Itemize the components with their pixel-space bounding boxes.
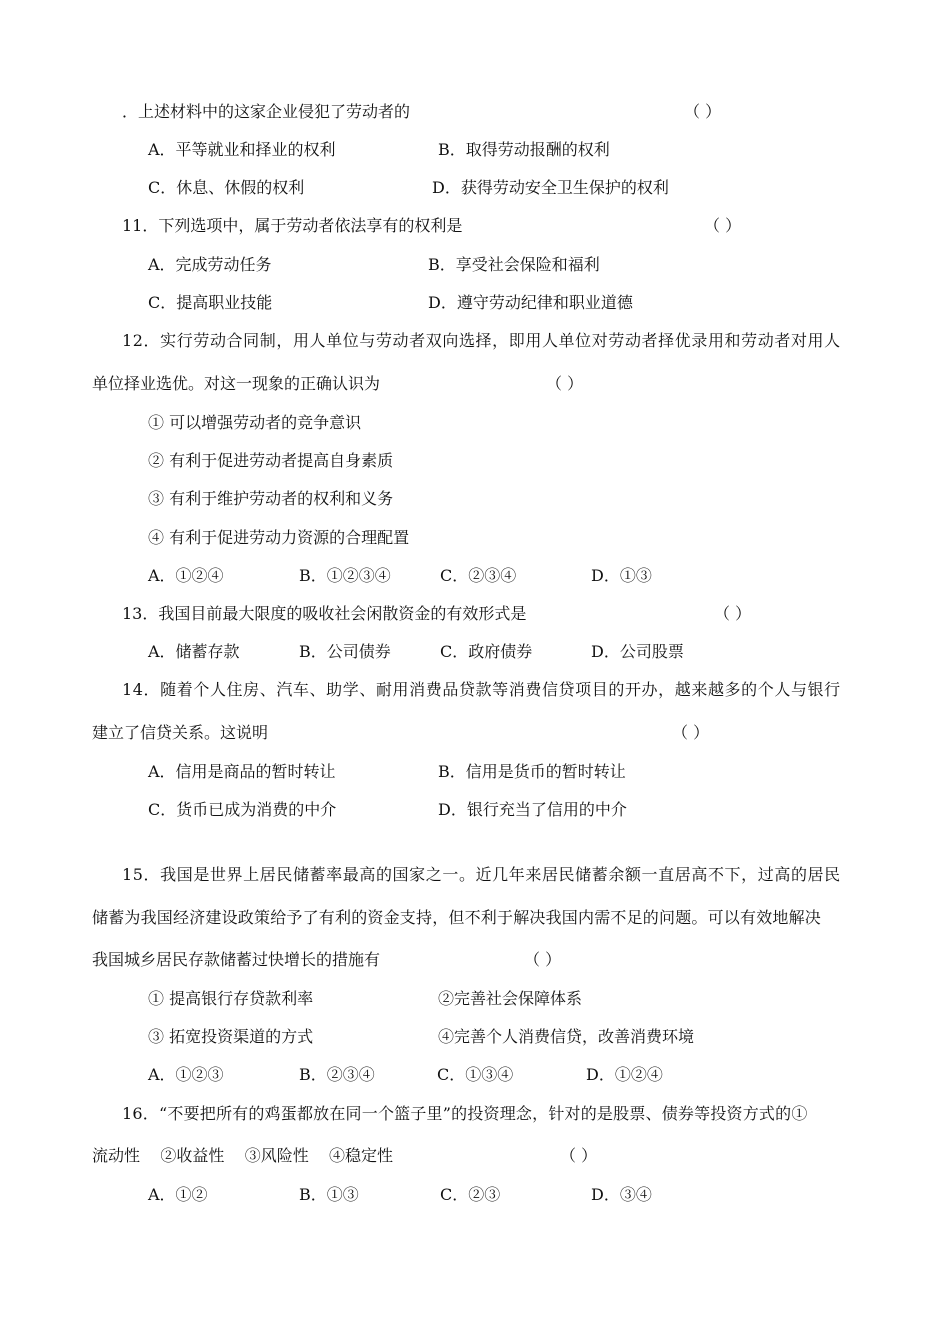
option-b: B．信用是货币的暂时转让: [438, 762, 626, 781]
option-c: C．②③: [440, 1185, 501, 1204]
option-c: C．提高职业技能: [148, 293, 273, 312]
answer-parenthesis: （ ）: [684, 102, 722, 121]
option-a: A．①②④: [148, 566, 224, 585]
option-a: A．储蓄存款: [148, 642, 240, 661]
question-stem-line-2: 单位择业选优。对这一现象的正确认识为: [92, 374, 381, 393]
answer-parenthesis: （ ）: [704, 216, 742, 235]
question-stem-line-1: 14．随着个人住房、汽车、助学、耐用消费品贷款等消费信贷项目的开办，越来越多的个人与银行: [122, 680, 841, 699]
option-d: D．获得劳动安全卫生保护的权利: [432, 178, 669, 197]
statement-3: ③ 有利于维护劳动者的权利和义务: [148, 489, 394, 508]
question-stem-line-1: 15．我国是世界上居民储蓄率最高的国家之一。近几年来居民储蓄余额一直居高不下，过高的居民: [122, 865, 841, 884]
option-c: C．②③④: [440, 566, 517, 585]
answer-parenthesis: （ ）: [672, 723, 710, 742]
statement-1: ① 提高银行存贷款利率: [148, 989, 314, 1008]
question-stem: ．上述材料中的这家企业侵犯了劳动者的: [122, 102, 411, 121]
option-b: B．①②③④: [299, 566, 391, 585]
option-d: D．①②④: [586, 1065, 663, 1084]
question-stem-line-1: 16．“不要把所有的鸡蛋都放在同一个篮子里”的投资理念，针对的是股票、债券等投资方式的①: [122, 1104, 808, 1123]
statement-4: ④完善个人消费信贷，改善消费环境: [438, 1027, 695, 1046]
option-b: B．②③④: [299, 1065, 375, 1084]
option-b: B．公司债券: [299, 642, 391, 661]
question-stem: 13．我国目前最大限度的吸收社会闲散资金的有效形式是: [122, 604, 527, 623]
option-b: B．①③: [299, 1185, 359, 1204]
statement-1: ① 可以增强劳动者的竞争意识: [148, 413, 362, 432]
option-c: C．①③④: [437, 1065, 514, 1084]
question-stem-line-2: 流动性 ②收益性 ③风险性 ④稳定性: [92, 1146, 394, 1165]
question-stem-line-3: 我国城乡居民存款储蓄过快增长的措施有: [92, 950, 381, 969]
answer-parenthesis: （ ）: [560, 1146, 598, 1165]
question-stem-line-2: 建立了信贷关系。这说明: [92, 723, 269, 742]
option-d: D．公司股票: [591, 642, 684, 661]
option-a: A．平等就业和择业的权利: [148, 140, 336, 159]
option-a: A．完成劳动任务: [148, 255, 272, 274]
answer-parenthesis: （ ）: [714, 604, 752, 623]
option-d: D．①③: [591, 566, 652, 585]
option-c: C．货币已成为消费的中介: [148, 800, 337, 819]
statement-2: ② 有利于促进劳动者提高自身素质: [148, 451, 394, 470]
option-b: B．享受社会保险和福利: [428, 255, 600, 274]
option-d: D．银行充当了信用的中介: [438, 800, 627, 819]
answer-parenthesis: （ ）: [524, 950, 562, 969]
option-c: C．休息、休假的权利: [148, 178, 305, 197]
question-stem-line-2: 储蓄为我国经济建设政策给予了有利的资金支持，但不利于解决我国内需不足的问题。可以有效地解决: [92, 908, 822, 927]
option-a: A．信用是商品的暂时转让: [148, 762, 336, 781]
answer-parenthesis: （ ）: [546, 374, 584, 393]
option-c: C．政府债券: [440, 642, 533, 661]
option-a: A．①②③: [148, 1065, 224, 1084]
question-stem-line-1: 12．实行劳动合同制，用人单位与劳动者双向选择，即用人单位对劳动者择优录用和劳动者对用人: [122, 331, 841, 350]
option-d: D．③④: [591, 1185, 652, 1204]
statement-3: ③ 拓宽投资渠道的方式: [148, 1027, 314, 1046]
option-a: A．①②: [148, 1185, 208, 1204]
statement-2: ②完善社会保障体系: [438, 989, 583, 1008]
option-b: B．取得劳动报酬的权利: [438, 140, 610, 159]
question-stem: 11．下列选项中，属于劳动者依法享有的权利是: [122, 216, 463, 235]
option-d: D．遵守劳动纪律和职业道德: [428, 293, 633, 312]
statement-4: ④ 有利于促进劳动力资源的合理配置: [148, 528, 410, 547]
